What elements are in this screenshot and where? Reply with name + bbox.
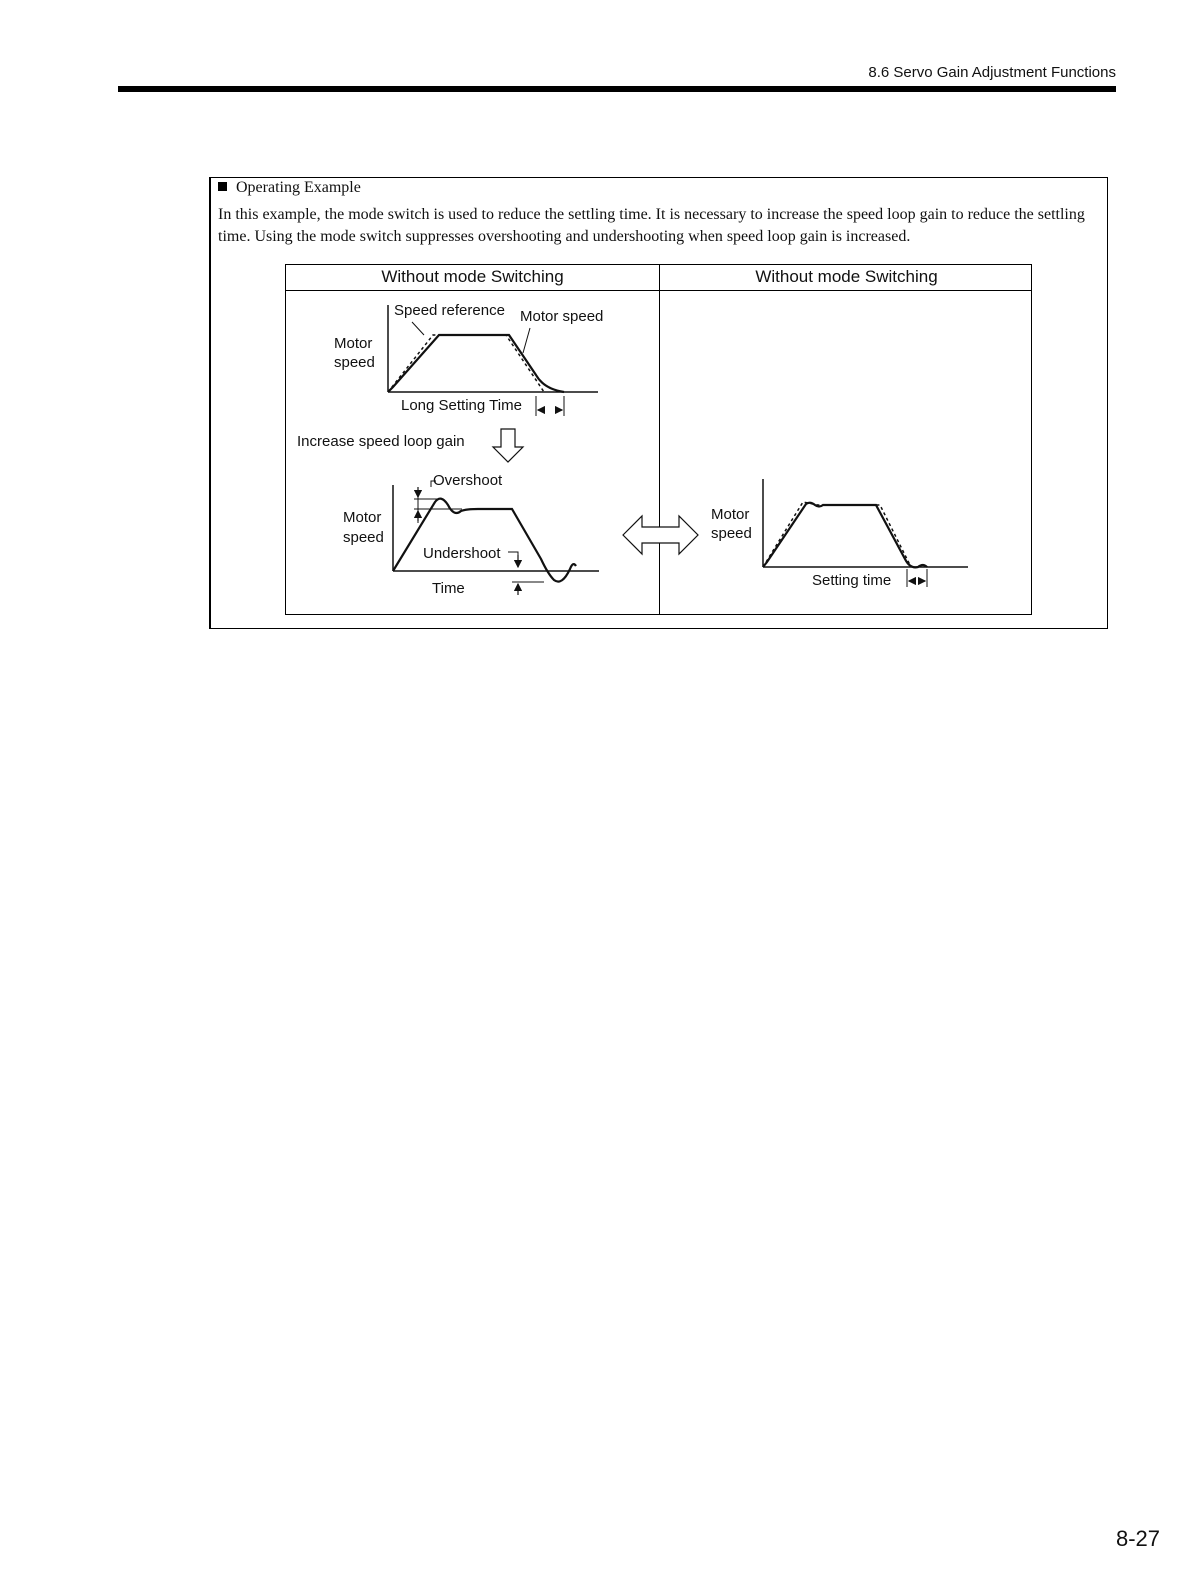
header-rule [118, 86, 1116, 92]
top-graph [334, 302, 603, 416]
top-graph-ylabel-2: speed [334, 354, 375, 371]
box-paragraph: In this example, the mode switch is used to reduce the settling time. It is necessary to increase the speed loop gain to reduce the settling time. Using the mode switch suppresses overshooting and undershooting when speed loop gain is increased. [218, 206, 1085, 245]
operating-example-box [209, 177, 1108, 629]
top-graph-motor-speed-curve [388, 335, 564, 392]
box-heading-text: Operating Example [236, 179, 361, 196]
motor-speed-label: Motor speed [520, 308, 604, 325]
right-graph-ylabel-1: Motor [711, 506, 750, 523]
right-graph-ylabel-2: speed [711, 525, 752, 542]
bottom-graph [343, 472, 599, 597]
box-heading [218, 179, 361, 197]
bottom-graph-ylabel-2: speed [343, 529, 384, 546]
undershoot-leader [508, 552, 518, 557]
right-column-header: Without mode Switching [755, 267, 938, 286]
top-graph-speed-reference-curve [388, 335, 544, 392]
square-bullet-icon [218, 182, 227, 191]
bottom-graph-ylabel-1: Motor [343, 509, 382, 526]
comparison-double-arrow-icon [623, 516, 698, 554]
overshoot-label: Overshoot [433, 472, 503, 489]
right-graph [711, 479, 968, 589]
right-graph-motor-speed-curve [763, 503, 927, 568]
left-column-header: Without mode Switching [381, 267, 564, 286]
motor-speed-leader [523, 328, 530, 353]
undershoot-label: Undershoot [423, 545, 501, 562]
bottom-graph-time-label: Time [432, 580, 465, 597]
bottom-graph-motor-speed-curve [393, 499, 576, 582]
setting-time-label: Setting time [812, 572, 892, 589]
comparison-table [285, 264, 1032, 615]
speed-response-figure [286, 265, 1033, 616]
page-number: 8-27 [1115, 1526, 1160, 1551]
section-title: 8.6 Servo Gain Adjustment Functions [868, 64, 1116, 81]
speed-reference-label: Speed reference [394, 302, 505, 319]
increase-gain-label: Increase speed loop gain [297, 433, 465, 450]
speed-reference-leader [412, 322, 424, 335]
top-graph-ylabel-1: Motor [334, 335, 373, 352]
long-setting-time-label: Long Setting Time [401, 397, 522, 414]
down-arrow-icon [493, 429, 523, 462]
